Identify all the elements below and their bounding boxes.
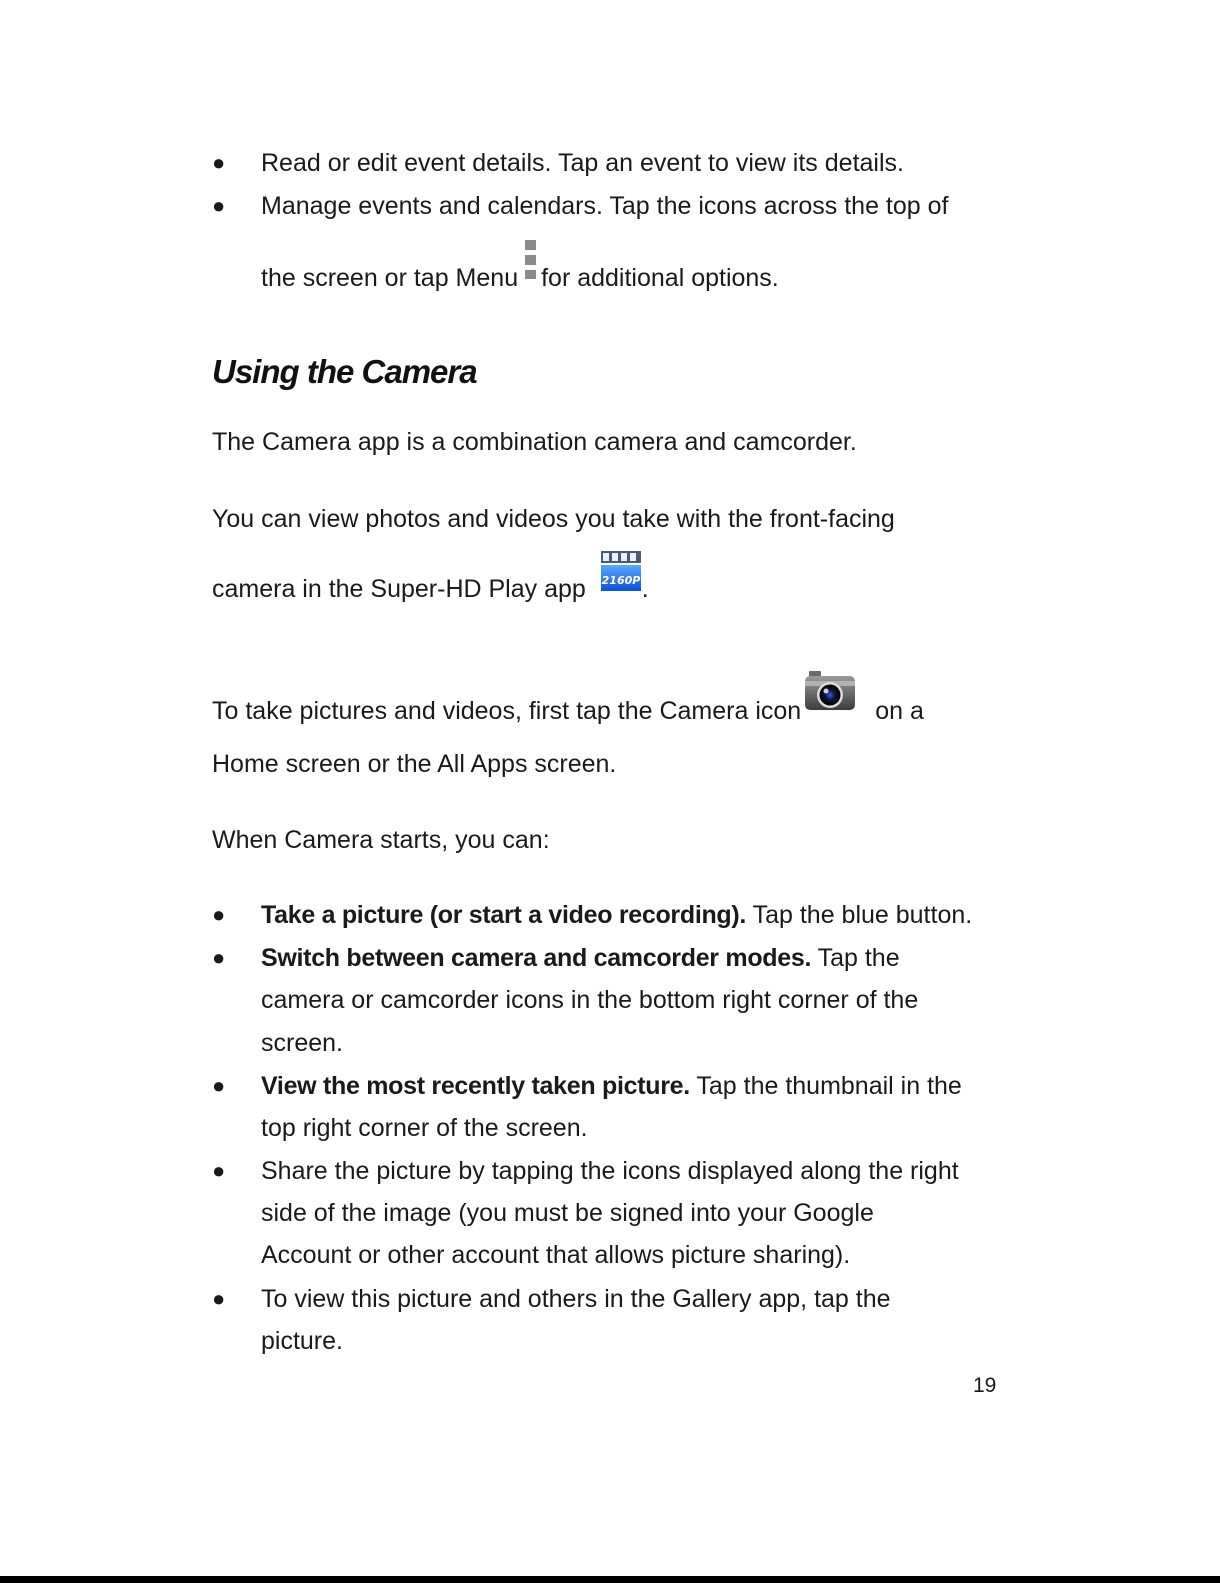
take-text-before: To take pictures and videos, first tap the Camera icon xyxy=(212,697,802,725)
bullet-continuation: camera or camcorder icons in the bottom right corner of the xyxy=(261,986,919,1014)
bullet: ● xyxy=(212,1286,226,1311)
bullet-gallery: To view this picture and others in the Gallery app, tap the xyxy=(261,1285,891,1313)
menu-text-after: for additional options. xyxy=(541,264,779,292)
section-title: Using the Camera xyxy=(212,353,477,390)
bullet-view-recent xyxy=(261,1071,962,1101)
bullet-text: Tap the xyxy=(811,944,900,972)
bullet: ● xyxy=(212,1158,226,1183)
bullet-text: Tap the thumbnail in the xyxy=(689,1072,962,1100)
take-pictures-line-1 xyxy=(212,676,924,726)
bullet-bold: Switch between camera and camcorder modes. xyxy=(261,944,812,972)
page-number: 19 xyxy=(973,1374,997,1397)
bullet: ● xyxy=(212,150,226,175)
when-camera-starts: When Camera starts, you can: xyxy=(212,826,550,854)
menu-icon xyxy=(524,240,537,287)
app-icon-label: 2160P xyxy=(601,574,641,587)
bullet-take-picture xyxy=(261,900,972,930)
bullet-continuation: picture. xyxy=(261,1327,343,1355)
camera-app-icon xyxy=(803,669,857,720)
bullet-continuation: side of the image (you must be signed into your Google xyxy=(261,1199,874,1227)
bullet-continuation: top right corner of the screen. xyxy=(261,1114,588,1142)
bullet-text: Manage events and calendars. Tap the icons across the top of xyxy=(261,192,949,220)
bullet-bold: Take a picture (or start a video recording). xyxy=(261,901,747,929)
bullet-continuation: screen. xyxy=(261,1029,343,1057)
bullet-switch-modes xyxy=(261,943,900,973)
front-camera-text: camera in the Super-HD Play app xyxy=(212,575,586,603)
bottom-edge xyxy=(0,1576,1220,1583)
front-camera-period: . xyxy=(641,575,649,603)
take-pictures-line-2: Home screen or the All Apps screen. xyxy=(212,750,617,778)
menu-line xyxy=(261,248,779,293)
bullet-continuation: Account or other account that allows picture sharing). xyxy=(261,1241,851,1269)
super-hd-play-app-icon xyxy=(600,549,642,600)
bullet: ● xyxy=(212,902,226,927)
take-text-after: on a xyxy=(875,697,924,725)
bullet: ● xyxy=(212,945,226,970)
menu-text-before: the screen or tap Menu xyxy=(261,264,519,292)
front-camera-line-2 xyxy=(212,556,649,604)
bullet-text: Read or edit event details. Tap an event to view its details. xyxy=(261,149,904,177)
intro-paragraph: The Camera app is a combination camera and camcorder. xyxy=(212,428,857,456)
bullet-bold: View the most recently taken picture. xyxy=(261,1072,690,1100)
bullet: ● xyxy=(212,1073,226,1098)
bullet-share: Share the picture by tapping the icons displayed along the right xyxy=(261,1157,959,1185)
bullet-text: Tap the blue button. xyxy=(746,901,973,929)
bullet: ● xyxy=(212,193,226,218)
front-camera-line-1: You can view photos and videos you take with the front-facing xyxy=(212,505,895,533)
